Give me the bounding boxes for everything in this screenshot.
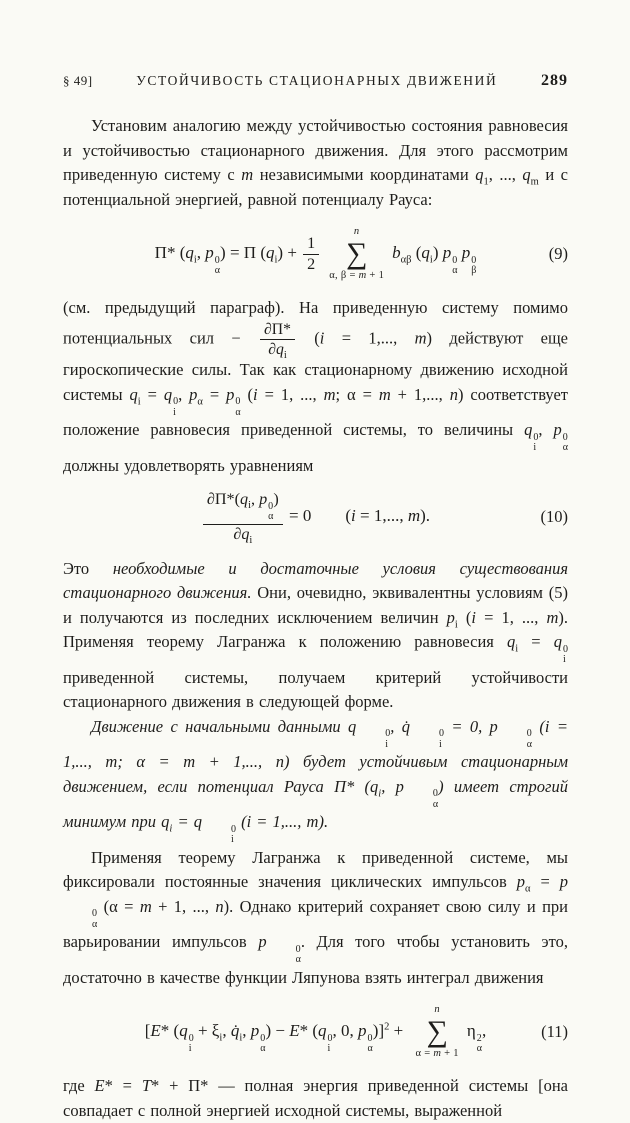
equation-number: (10) (540, 507, 568, 527)
paragraph: Это необходимые и достаточные условия существования стационарного движения. Они, очевидно, эквивалентны условиям (5) и получаются из последних исключением величин $p_i$ (i = 1, ..., m). Применяя теорему Лагранжа к положению равновесия $q_i = q$ 0 i приведенной системы, получаем критерий устойчивости стационарного движения в следующей форме. (63, 558, 569, 712)
equation-body: [E* (q 0 i + $\xi_i$, $q̇_i$, p 0 α ) − E* (q 0 i , 0, p 0 α )]$^2$ + n ∑ α = m + 1 η 2 α , (144, 1004, 487, 1060)
display-equation (63, 482, 568, 552)
paragraph: (см. предыдущий параграф). На приведенную систему помимо потенциальных сил − $\frac{\partial\Pi*}{\partial q_i}$ (i = 1,..., m) действуют еще гироскопические силы. Так как стационарному движению исходной системы $q_i = q$ 0 i , $p_\alpha = p$ 0 α (i = 1, ..., m; α = m + 1,..., n) соответствует положение равновесия приведенной системы, то величины q 0 i , p 0 α должны удовлетворять уравнениям (63, 298, 568, 475)
paragraph: Применяя теорему Лагранжа к приведенной системе, мы фиксировали постоянные значения циклических импульсов $p_\alpha = p$ 0 α (α = m + 1, ..., n). Однако критерий сохраняет свою силу и при варьировании импульсов p 0 α . Для того чтобы установить это, достаточно в качестве функции Ляпунова взять интеграл движения (63, 847, 568, 987)
paragraph: Движение с начальными данными q 0 i , q̇ 0 i = 0, p 0 α (i = 1,..., m; α = m + 1,..., n) будет устойчивым стационарным движением, если потенциал Рауса Π* ($q_i$, p 0 α ) имеет строгий минимум при $q_i = q$ 0 i (i = 1,..., m). (63, 716, 568, 846)
content (63, 114, 568, 1123)
paragraph: Установим аналогию между устойчивостью состояния равновесия и устойчивостью стационарного движения. Для этого рассмотрим приведенную систему с m независимыми координатами $q_1$, ..., $q_m$ и с потенциальной энергией, равной потенциалу Рауса: (63, 116, 568, 209)
display-equation (63, 216, 568, 292)
paragraph: где E* = T* + Π* — полная энергия приведенной системы [она совпадает с полной энергией исходной системы, выраженной (63, 1076, 568, 1120)
running-head (63, 72, 568, 90)
equation-number: (9) (548, 244, 568, 264)
equation-body: $\partial\Pi*(q_i$, p 0 α ) $\partial q_i$ = 0 (i = 1,..., m). (201, 491, 430, 543)
equation-number: (11) (541, 1022, 568, 1042)
equation-body: Π* ($q_i$, p 0 α ) = Π $(q_i)$ + $\frac{1}{2}$ n ∑ α, β = m + 1 $b_{\alpha\beta}$ $(q_i)$ p 0 α p 0 β (154, 226, 477, 282)
section-mark: § 49] (63, 73, 93, 88)
page-number: 289 (540, 72, 568, 89)
display-equation (63, 994, 568, 1070)
running-title: УСТОЙЧИВОСТЬ СТАЦИОНАРНЫХ ДВИЖЕНИЙ (136, 73, 498, 88)
